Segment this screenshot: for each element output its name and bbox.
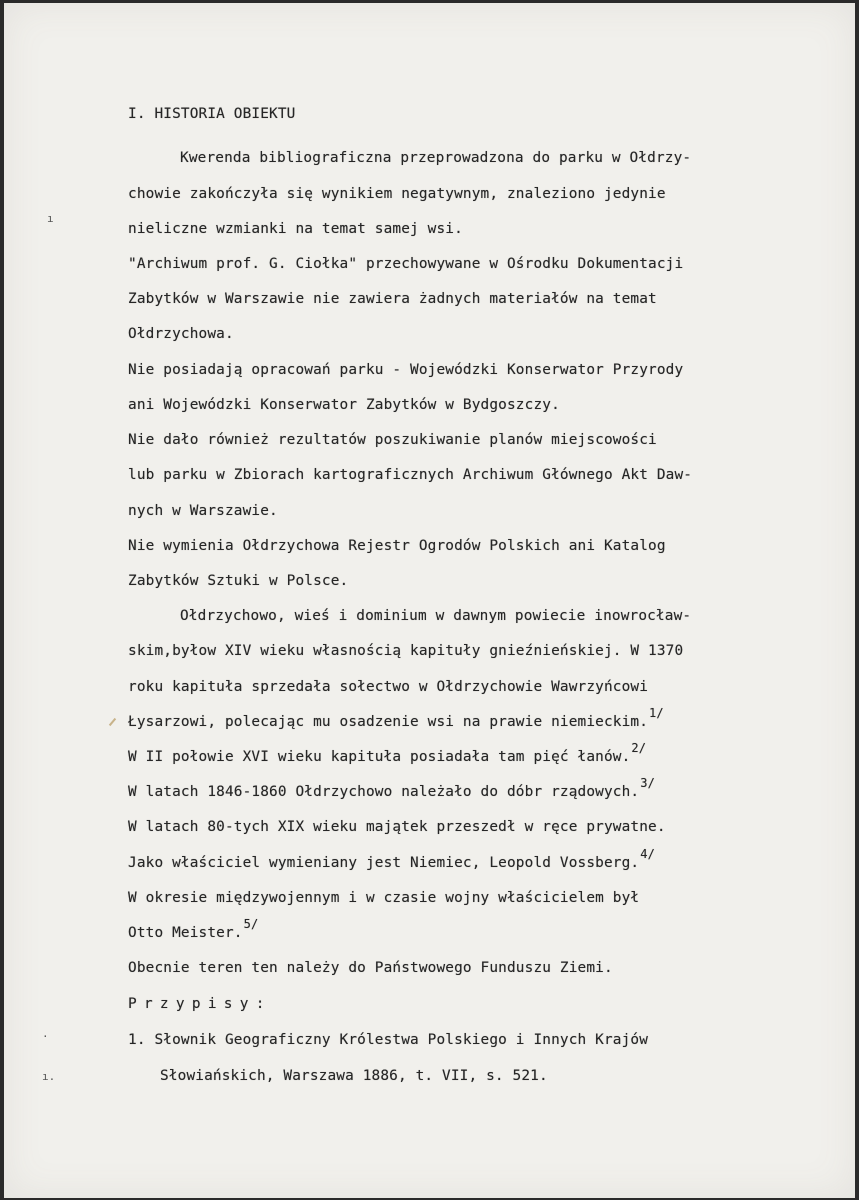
footnote-ref-3: 3/ [640, 776, 655, 790]
body-line-text: Łysarzowi, polecając mu osadzenie wsi na prawie niemieckim. [128, 714, 649, 730]
body-line-with-footnote [128, 706, 664, 731]
body-line: Kwerenda bibliograficzna przeprowadzona do parku w Ołdrzy- [180, 150, 692, 166]
body-line: nych w Warszawie. [128, 503, 278, 519]
section-heading: I. HISTORIA OBIEKTU [128, 106, 296, 122]
footnote-ref-5: 5/ [243, 917, 259, 931]
body-line-with-footnote [128, 917, 259, 942]
margin-mark: ı [47, 212, 54, 225]
body-line-text: Jako właściciel wymieniany jest Niemiec, Leopold Vossberg. [128, 855, 640, 871]
body-line-text: W II połowie XVI wieku kapituła posiadała tam pięć łanów. [128, 749, 631, 765]
body-line: W okresie międzywojennym i w czasie wojny właścicielem był [128, 890, 640, 906]
body-line-text: Otto Meister. [128, 925, 243, 941]
body-line-text: W latach 1846-1860 Ołdrzychowo należało do dóbr rządowych. [128, 784, 640, 800]
footnote-ref-1: 1/ [649, 706, 664, 720]
body-line: Nie dało również rezultatów poszukiwanie planów miejscowości [128, 432, 657, 448]
typewritten-page [4, 3, 855, 1198]
margin-mark: ı. [42, 1070, 56, 1083]
body-line: lub parku w Zbiorach kartograficznych Archiwum Głównego Akt Daw- [128, 467, 693, 483]
body-line: chowie zakończyła się wynikiem negatywnym, znaleziono jedynie [128, 186, 666, 202]
footnote-line: 1. Słownik Geograficzny Królestwa Polskiego i Innych Krajów [128, 1032, 649, 1048]
body-line: Nie posiadają opracowań parku - Wojewódzki Konserwator Przyrody [128, 362, 684, 378]
body-line: Nie wymienia Ołdrzychowa Rejestr Ogrodów Polskich ani Katalog [128, 538, 666, 554]
body-line: Zabytków Sztuki w Polsce. [128, 573, 349, 589]
body-line: skim,byłow XIV wieku własnością kapituły gnieźnieńskiej. W 1370 [128, 643, 684, 659]
body-line-with-footnote [128, 776, 655, 801]
body-line-with-footnote [128, 741, 647, 766]
footnote-ref-4: 4/ [640, 847, 655, 861]
body-line: Ołdrzychowo, wieś i dominium w dawnym powiecie inowrocław- [180, 608, 692, 624]
footnotes-heading: Przypisy: [128, 996, 272, 1012]
pencil-mark [109, 718, 116, 726]
footnote-line: Słowiańskich, Warszawa 1886, t. VII, s. 521. [160, 1068, 548, 1084]
body-line: "Archiwum prof. G. Ciołka" przechowywane w Ośrodku Dokumentacji [128, 256, 684, 272]
body-line: ani Wojewódzki Konserwator Zabytków w Bydgoszczy. [128, 397, 560, 413]
body-line: W latach 80-tych XIX wieku majątek przeszedł w ręce prywatne. [128, 819, 666, 835]
footnote-ref-2: 2/ [631, 741, 647, 755]
body-line: roku kapituła sprzedała sołectwo w Ołdrzychowie Wawrzyńcowi [128, 679, 649, 695]
body-line: Ołdrzychowa. [128, 326, 234, 342]
body-line: Obecnie teren ten należy do Państwowego Funduszu Ziemi. [128, 960, 613, 976]
margin-mark: · [42, 1030, 49, 1043]
body-line-with-footnote [128, 847, 655, 872]
body-line: Zabytków w Warszawie nie zawiera żadnych materiałów na temat [128, 291, 657, 307]
body-line: nieliczne wzmianki na temat samej wsi. [128, 221, 463, 237]
